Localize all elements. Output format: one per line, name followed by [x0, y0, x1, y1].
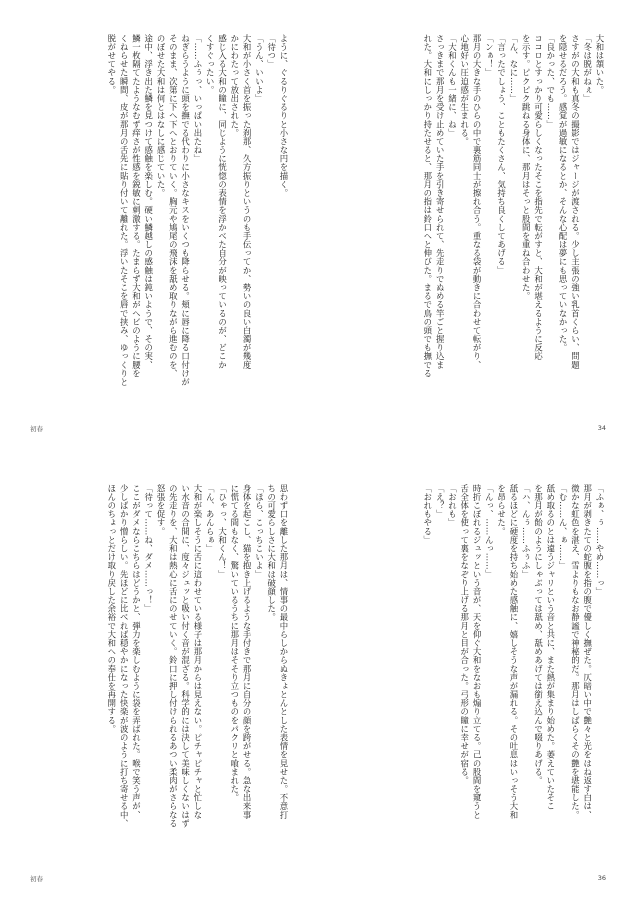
- body-text: 「ふぁ、ぅ……やめ……っ」 那月が剥きたての蛇腹を指の腹で優しく撫ぜた。仄暗い中で艶々と光をはね返す白は、 微かな虹色を湛え、雪よりもなお静謐で神秘的だ。那月はしばらくその艶を堪能した。 「む……ん、ぁ……」 舐め取るのとは違うジャリという音と共に、また熱が集まり始めた。萎えていたそこ を那月が飴のようにしゃぶっては舐め、舐めあげては銜え込んで啜りあげる。 「ハ、んぅ……ふぅふ」 舐るほどに硬度を持ち始めた感触に、嬉しそうな声が漏れる。その吐息はいっそう大和 を昂らせた。 「んっ、……んっ……」 時折こぼれるジュッという音が、天を仰ぐ大和をなおも煽り立てる。己の股間を窺うと 舌全体を使って裏をなぞり上げる那月と目が合った。弓形の瞳に幸せが宿る。 「おれも」 「え？」 「おれもやる」: [422, 484, 605, 820]
- page-number: 36: [597, 874, 606, 882]
- page-left-bottom: [0, 450, 318, 900]
- running-title: 初春: [30, 425, 43, 433]
- body-text: 大和は頷いた。 「冬は脱がねぇ」 さすがの大和も真冬の撮影ではジャージが渡される。少し主張の強い乳首くらい、問題 を隠せるだろう。感覚が過敏になるとか、そんな心配は夢にも思っていなかった。 「良かった、でも……」 ココロとすっかり可愛らしくなったそこを指先で転がすと、大和が堪えるように反応 を示す。ピクピク跳ねる身体に、那月はそっと股間を重ね合わせた。 「ん、なに……」 「言ったでしょう、こともたくさん、気持ち良くしてあげる」 「ンぁ！」 那月の大きな手のひらの中で裏筋同士が擦れ合う。重なる袋が動きに合わせて転がり、 心地好い圧迫感が生まれる。 「大和くんも一緒に、ね」 さっきまで那月を受け止めていた手を引き寄せられて、先走りでぬめる竿ごと握り込ま れた。大和にしっかり持たせると、那月の指は鈴口へと伸びた。まるで鳥の頭でも撫でる: [422, 34, 605, 378]
- running-title: 初春: [30, 875, 43, 883]
- body-text: 思わず口を離した那月は、情事の最中らしからぬきょとんとした表情を見せた。不意打 ちの可愛らしさに大和は破顔した。 「ほら、こっちこいよ」 身体を起こし、猫を抱き上げるような手付きで那月に自分の顔を跨がせる。急な出来事 に慌てる間もなく、驚いているうちに那月はそそり立つものをパクリと喰まれた。 「ひゃっ、大和くん！」 「ん、あんらぁ」 大和が楽しそうに舌に這わせている様子は那月からは見えない。ピチャピチャと忙しな い水音の合間に、度々ジュッと吸い付く音が混ざる。科学的には決して美味しくないはず の先走りを、大和は熱心に舌にのせていく。鈴口に押し付けられるあつい柔肉がさらなる 怒張を促す。 「待って……ね、ダメ……っ！」 ここがダメならこちらはどうかと、弾力を楽しむように袋を弄ばれた。喉で笑う声が、 少しばかり憎らしい。先ほどに比べれば穏やかになった快楽が波のように打ち寄せる中、 ほんのちょっとだけ取り戻した余裕で大和への奉仕を再開する。: [106, 484, 289, 828]
- page-right-top: [318, 0, 636, 450]
- spread-bottom: [0, 450, 636, 900]
- page-left-top: [0, 0, 318, 450]
- page-right-bottom: [318, 450, 636, 900]
- page-number: 34: [597, 424, 606, 432]
- body-text: ように、ぐるりぐるりと小さな円を描く。 「待つ」 「うん、いいよ」 大和が小さく首を振った刹那、久方振りというのも手伝ってか、勢いの良い白濁が幾度 かにわたって放出された。 感じ入る大和の瞳に、同じように恍惚の表情を浮かべた自分が映っているのが、どこか くすぐったい。 「……ふぅっ、いっぱい出たね」 ねぎらうように頭を撫でる代わりに小さなキスをいくつも降らせる。頬に唇に降る口付けが そのまま、次第に下へ下へとおりていく。胸元や鳩尾の飛沫を舐め取りながら進むのを、 のぼせた大和は何とはなしに感じていた。 途中、浮き出た鱗を見つけて感触を楽しむ。硬い鱗越しの感触は鈍いようで、その実、 鱗一枚隔てたようなむず痒さが性感を鋭敏に刺激する。たまらず大和がへビのように腰を くねらせた瞬間、皮が那月の舌先に貼り付いて離れた。浮いたそこを唇で挟み、ゆっくりと 脱がせてやる。: [106, 34, 289, 387]
